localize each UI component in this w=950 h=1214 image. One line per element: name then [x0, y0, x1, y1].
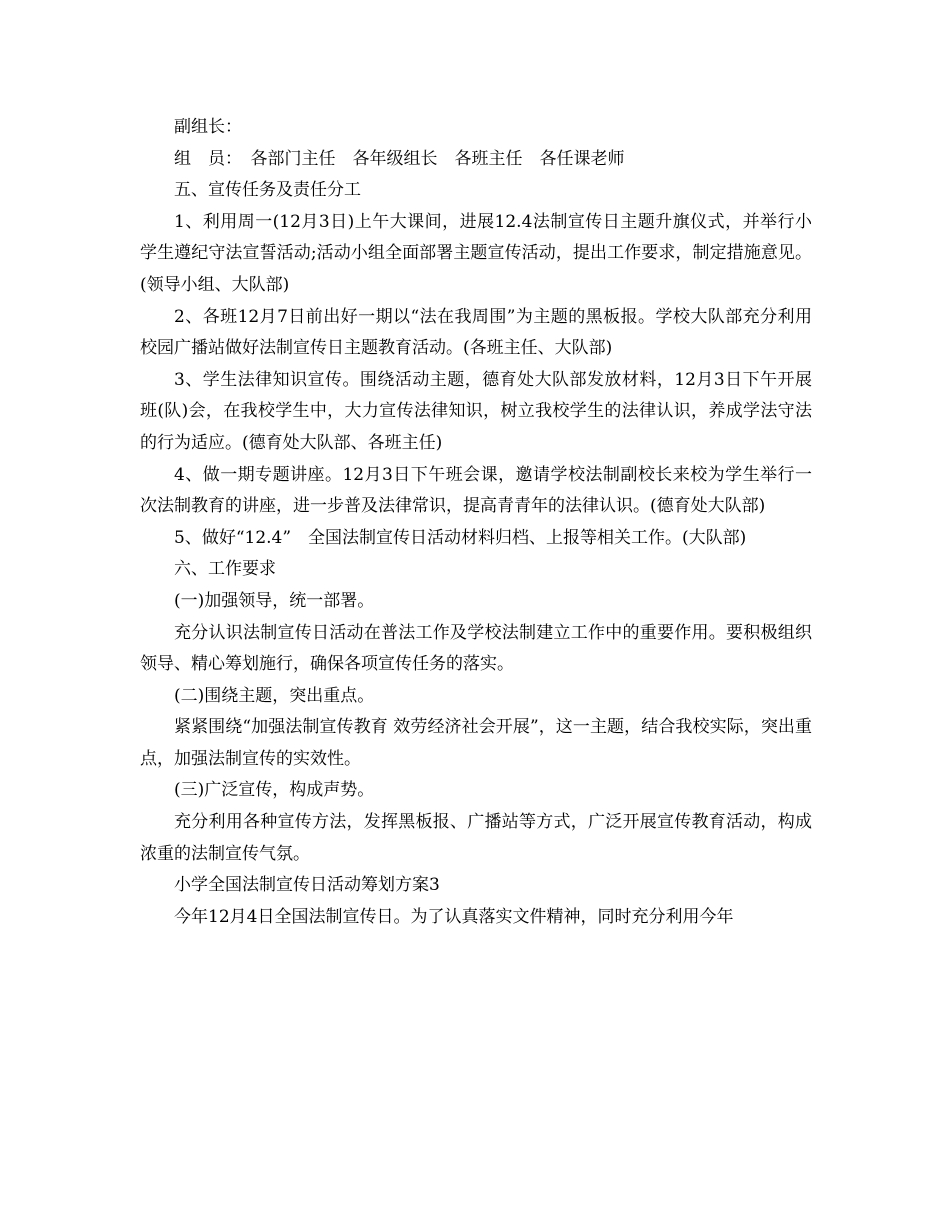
plan-title-3: 小学全国法制宣传日活动筹划方案3	[174, 875, 440, 896]
paragraph-plan-3-intro: 今年12月4日全国法制宣传日。为了认真落实文件精神，同时充分利用今年	[174, 906, 734, 927]
subheading-theme: (二)围绕主题，突出重点。	[174, 685, 375, 706]
paragraph-theme: 紧紧围绕“加强法制宣传教育 效劳经济社会开展”，这一主题，结合我校实际，突出重点，加强法制宣传的实效性。	[140, 717, 812, 769]
paragraph-task-3: 3、学生法律知识宣传。围绕活动主题，德育处大队部发放材料，12月3日下午开展班(队)会，在我校学生中，大力宣传法律知识，树立我校学生的法律认识，养成学法守法的行为适应。(德育处大队部、各班主任)	[140, 369, 812, 453]
section-heading-requirements: 六、工作要求	[174, 559, 276, 580]
subheading-publicity: (三)广泛宣传，构成声势。	[174, 780, 375, 801]
paragraph-vice-leader: 副组长：	[174, 117, 242, 137]
paragraph-task-1: 1、利用周一(12月3日)上午大课间，进展12.4法制宣传日主题升旗仪式，并举行小学生遵纪守法宣誓活动;活动小组全面部署主题宣传活动，提出工作要求，制定措施意见。(领导小组、大队部)	[140, 211, 812, 295]
paragraph-task-4: 4、做一期专题讲座。12月3日下午班会课，邀请学校法制副校长来校为学生举行一次法制教育的讲座，进一步普及法律常识，提高青青年的法律认识。(德育处大队部)	[140, 464, 812, 517]
subheading-leadership: (一)加强领导，统一部署。	[174, 590, 375, 611]
paragraph-leadership: 充分认识法制宣传日活动在普法工作及学校法制建立工作中的重要作用。要积极组织领导、精心筹划施行，确保各项宣传任务的落实。	[140, 622, 812, 675]
paragraph-publicity: 充分利用各种宣传方法，发挥黑板报、广播站等方式，广泛开展宣传教育活动，构成浓重的法制宣传气氛。	[140, 812, 812, 864]
paragraph-task-2: 2、各班12月7日前出好一期以“法在我周围”为主题的黑板报。学校大队部充分利用校园广播站做好法制宣传日主题教育活动。(各班主任、大队部)	[140, 306, 812, 359]
paragraph-task-5: 5、做好“12.4” 全国法制宣传日活动材料归档、上报等相关工作。(大队部)	[174, 527, 747, 548]
paragraph-members: 组 员： 各部门主任 各年级组长 各班主任 各任课老师	[174, 148, 625, 169]
document-page	[140, 112, 812, 933]
section-heading-tasks: 五、宣传任务及责任分工	[174, 180, 361, 201]
